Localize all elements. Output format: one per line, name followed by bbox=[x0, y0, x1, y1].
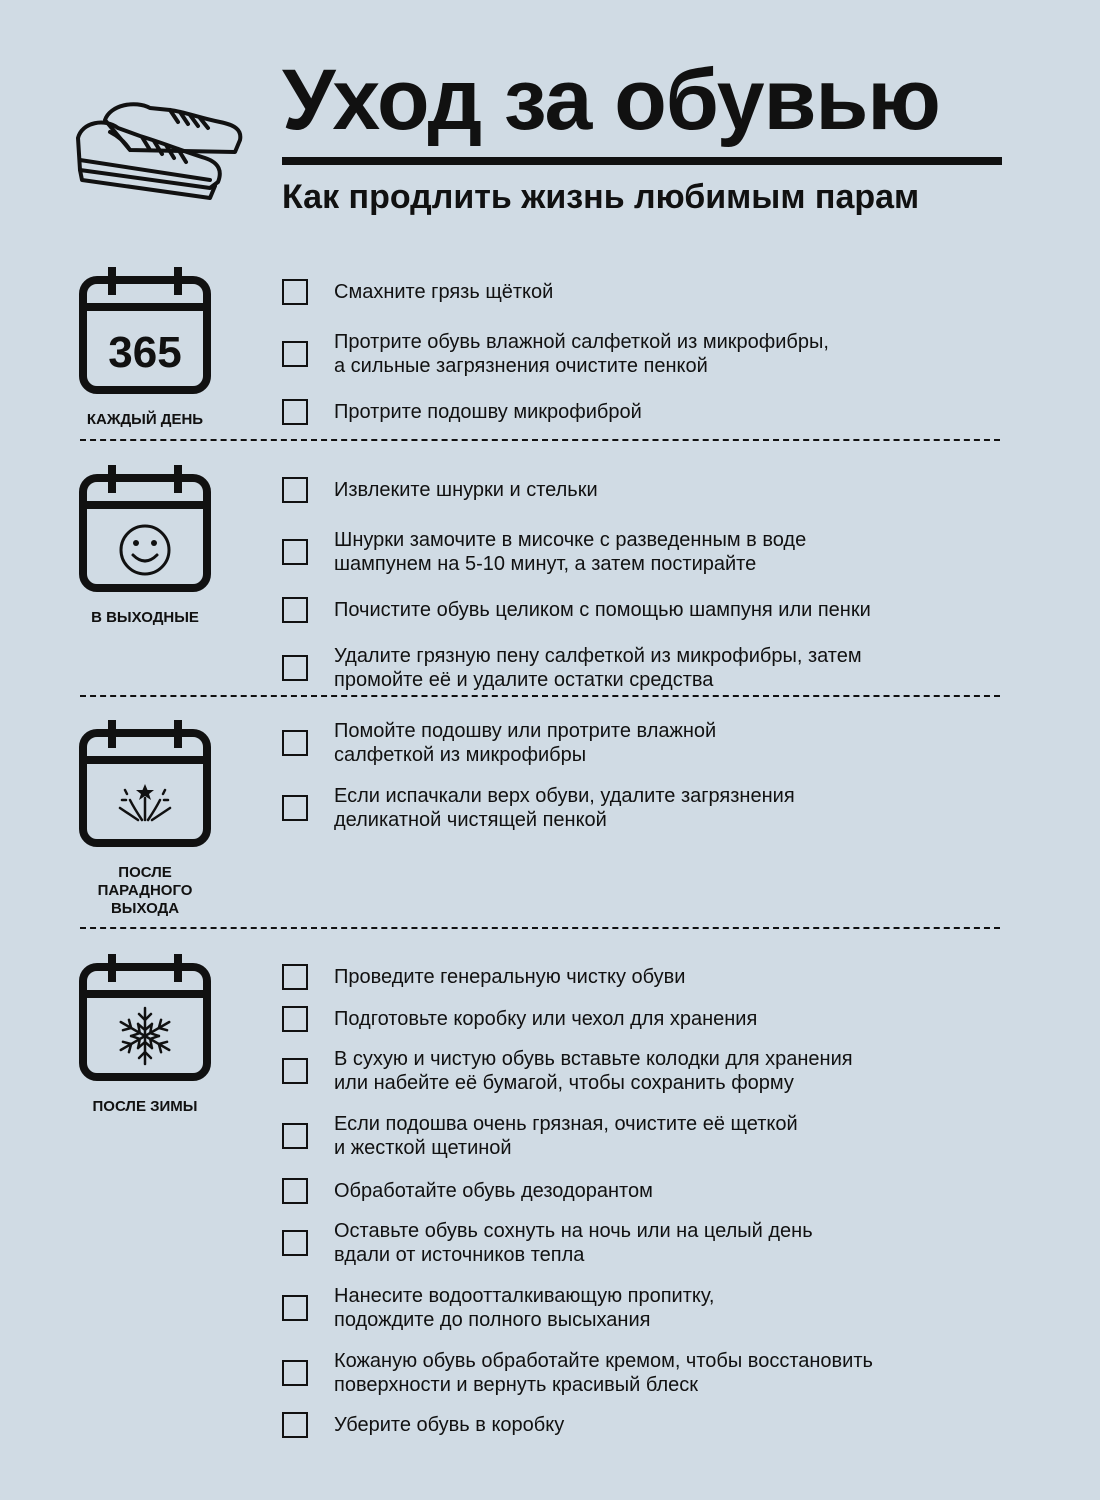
checkbox[interactable] bbox=[282, 1123, 308, 1149]
checklist bbox=[282, 718, 982, 833]
section-divider bbox=[80, 927, 1000, 929]
checklist-item bbox=[282, 718, 982, 768]
checklist-item bbox=[282, 783, 982, 833]
section-label: В ВЫХОДНЫЕ bbox=[91, 609, 199, 626]
checklist-item bbox=[282, 1348, 982, 1398]
item-text: Уберите обувь в коробку bbox=[334, 1414, 565, 1436]
checkbox[interactable] bbox=[282, 730, 308, 756]
section-divider bbox=[80, 695, 1000, 697]
checklist-item bbox=[282, 397, 982, 427]
item-text: Извлеките шнурки и стельки bbox=[334, 479, 598, 501]
section-divider bbox=[80, 439, 1000, 441]
checkbox[interactable] bbox=[282, 655, 308, 681]
checkbox[interactable] bbox=[282, 279, 308, 305]
item-text: Протрите подошву микрофиброй bbox=[334, 401, 642, 423]
calendar-smiley-icon bbox=[70, 463, 220, 603]
item-text: В сухую и чистую обувь вставьте колодки для хранения или набейте её бумагой, чтобы сохранить форму bbox=[334, 1048, 853, 1094]
checklist-item bbox=[282, 962, 982, 992]
checkbox[interactable] bbox=[282, 597, 308, 623]
item-text: Удалите грязную пену салфеткой из микрофибры, затем промойте её и удалите остатки средства bbox=[334, 645, 862, 691]
checklist-item bbox=[282, 277, 982, 307]
item-text: Шнурки замочите в мисочке с разведенным в воде шампунем на 5-10 минут, а затем постирайте bbox=[334, 529, 807, 575]
item-text: Протрите обувь влажной салфеткой из микрофибры, а сильные загрязнения очистите пенкой bbox=[334, 331, 829, 377]
title-underline bbox=[282, 157, 1002, 165]
item-text: Смахните грязь щёткой bbox=[334, 281, 554, 303]
calendar-snowflake-icon bbox=[70, 952, 220, 1092]
checklist bbox=[282, 475, 982, 693]
section-label: ПОСЛЕ ПАРАДНОГО ВЫХОДА bbox=[97, 864, 193, 917]
checklist-item bbox=[282, 1410, 982, 1440]
checkbox[interactable] bbox=[282, 1230, 308, 1256]
item-text: Помойте подошву или протрите влажной салфеткой из микрофибры bbox=[334, 720, 717, 766]
checklist-item bbox=[282, 1046, 982, 1096]
checklist-item bbox=[282, 1176, 982, 1206]
checklist-item bbox=[282, 527, 982, 577]
item-text: Оставьте обувь сохнуть на ночь или на целый день вдали от источников тепла bbox=[334, 1220, 813, 1266]
calendar-365-icon bbox=[70, 265, 220, 405]
item-text: Если испачкали верх обуви, удалите загрязнения деликатной чистящей пенкой bbox=[334, 785, 795, 831]
checkbox[interactable] bbox=[282, 1006, 308, 1032]
checklist-item bbox=[282, 475, 982, 505]
checklist-item bbox=[282, 329, 982, 379]
checkbox[interactable] bbox=[282, 795, 308, 821]
checkbox[interactable] bbox=[282, 1178, 308, 1204]
section-icon-wrap bbox=[70, 952, 220, 1116]
item-text: Обработайте обувь дезодорантом bbox=[334, 1180, 653, 1202]
checklist-item bbox=[282, 1218, 982, 1268]
checkbox[interactable] bbox=[282, 399, 308, 425]
item-text: Кожаную обувь обработайте кремом, чтобы восстановить поверхности и вернуть красивый блеск bbox=[334, 1350, 873, 1396]
checklist-item bbox=[282, 1283, 982, 1333]
sneakers-icon bbox=[70, 80, 260, 200]
item-text: Нанесите водоотталкивающую пропитку, подождите до полного высыхания bbox=[334, 1285, 715, 1331]
section-icon-wrap bbox=[70, 718, 220, 918]
checkbox[interactable] bbox=[282, 1295, 308, 1321]
page-subtitle: Как продлить жизнь любимым парам bbox=[282, 178, 920, 216]
checklist bbox=[282, 277, 982, 427]
checklist-item bbox=[282, 595, 982, 625]
checkbox[interactable] bbox=[282, 1412, 308, 1438]
calendar-fireworks-icon bbox=[70, 718, 220, 858]
item-text: Почистите обувь целиком с помощью шампуня или пенки bbox=[334, 599, 871, 621]
checkbox[interactable] bbox=[282, 477, 308, 503]
section-label: ПОСЛЕ ЗИМЫ bbox=[92, 1098, 198, 1115]
checklist bbox=[282, 962, 982, 1440]
calendar-365-text: 365 bbox=[108, 328, 182, 377]
item-text: Если подошва очень грязная, очистите её щеткой и жесткой щетиной bbox=[334, 1113, 798, 1159]
checklist-item bbox=[282, 1111, 982, 1161]
checkbox[interactable] bbox=[282, 1360, 308, 1386]
checkbox[interactable] bbox=[282, 964, 308, 990]
item-text: Проведите генеральную чистку обуви bbox=[334, 966, 686, 988]
section-label: КАЖДЫЙ ДЕНЬ bbox=[86, 411, 204, 428]
checkbox[interactable] bbox=[282, 341, 308, 367]
checklist-item bbox=[282, 643, 982, 693]
section-icon-wrap bbox=[70, 463, 220, 627]
checkbox[interactable] bbox=[282, 539, 308, 565]
section-icon-wrap bbox=[70, 265, 220, 429]
checkbox[interactable] bbox=[282, 1058, 308, 1084]
page-title: Уход за обувью bbox=[282, 52, 940, 148]
item-text: Подготовьте коробку или чехол для хранения bbox=[334, 1008, 758, 1030]
checklist-item bbox=[282, 1004, 982, 1034]
